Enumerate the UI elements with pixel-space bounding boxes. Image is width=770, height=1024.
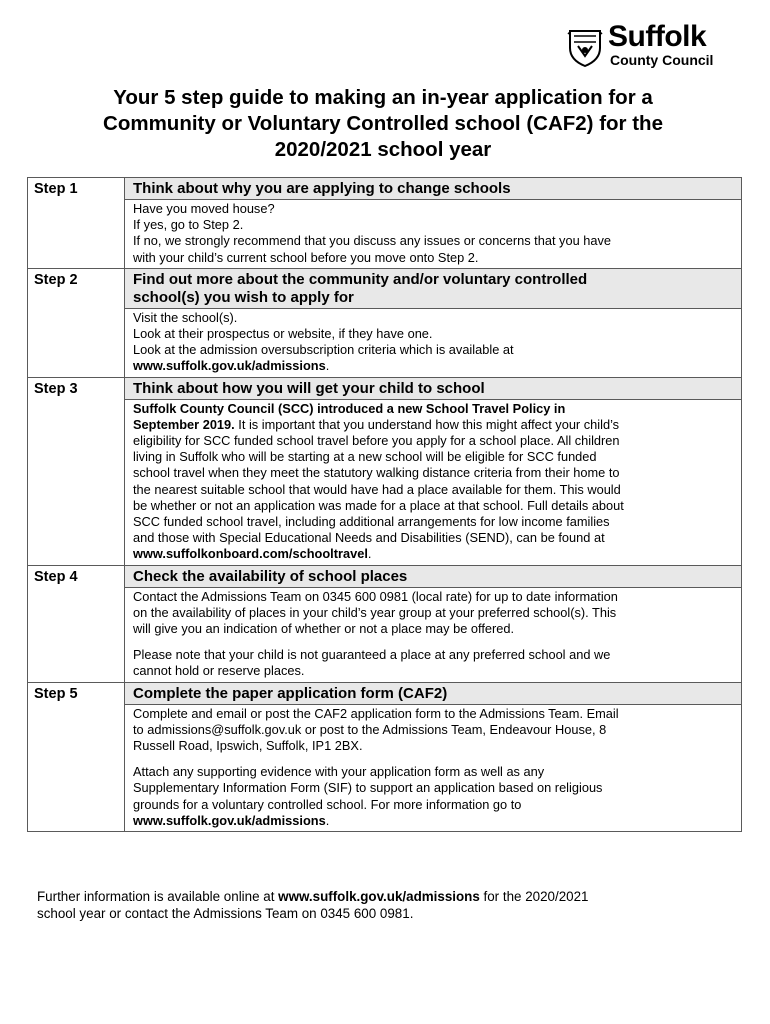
step-2-header-row [28,268,742,308]
step-1-label: Step 1 [28,178,125,269]
footer-prefix: Further information is available online at [37,889,279,904]
body-line: will give you an indication of whether or not a place may be offered. [133,621,515,637]
body-line: It is important that you understand how this might affect your child’s [234,416,620,432]
paragraph [133,706,733,755]
heading-line: school(s) you wish to apply for [133,288,354,306]
footer-admissions-link[interactable]: www.suffolk.gov.uk/admissions [278,889,480,904]
step-3-label: Step 3 [28,377,125,565]
body-line: Have you moved house? [133,201,275,216]
body-line: school travel when they meet the statutory walking distance criteria from their home to [133,465,620,481]
link-suffix: . [325,812,330,828]
bold-line: September 2019. [133,416,235,432]
body-line: grounds for a voluntary controlled school. For more information go to [133,796,522,812]
step-3-heading: Think about how you will get your child to school [125,377,742,399]
admissions-link[interactable]: www.suffolk.gov.uk/admissions [133,812,326,828]
body-line: Please note that your child is not guaranteed a place at any preferred school and we [133,647,611,663]
step-5-body-row [28,704,742,831]
step-3-body [125,399,742,565]
body-line: eligibility for SCC funded school travel before you apply for a school place. All children [133,433,620,449]
suffolk-county-council-logo [563,22,733,74]
body-line: and those with Special Educational Needs and Disabilities (SEND), can be found at [133,530,605,546]
title-line: Your 5 step guide to making an in-year application for a [113,86,653,109]
step-5-label: Step 5 [28,682,125,831]
step-5-heading: Complete the paper application form (CAF2) [125,682,742,704]
link-suffix: . [367,546,372,562]
step-2-heading [125,268,742,308]
paragraph [133,589,733,638]
logo-name: Suffolk [608,20,707,53]
title-line: 2020/2021 school year [274,138,492,161]
step-1-body-row [28,200,742,269]
step-4-body-row [28,587,742,682]
footer-note [37,888,737,922]
body-line: to admissions@suffolk.gov.uk or post to the Admissions Team, Endeavour House, 8 [133,721,607,737]
body-line: If no, we strongly recommend that you discuss any issues or concerns that you have [133,233,611,249]
step-1-header-row [28,178,742,200]
bold-line: Suffolk County Council (SCC) introduced a new School Travel Policy in [133,400,566,416]
body-line: on the availability of places in your child’s year group at your preferred school(s). This [133,604,617,620]
step-1-body [125,200,742,269]
schooltravel-link[interactable]: www.suffolkonboard.com/schooltravel [133,546,368,562]
body-line: cannot hold or reserve places. [133,663,305,679]
county-crest-icon [567,28,603,68]
footer-suffix: for the 2020/2021 [479,889,589,904]
body-line: Contact the Admissions Team on 0345 600 0981 (local rate) for up to date information [133,588,618,604]
paragraph [133,764,733,829]
step-2-body [125,308,742,377]
body-line: with your child’s current school before you move onto Step 2. [133,249,479,265]
footer-line: school year or contact the Admissions Team on 0345 600 0981. [37,906,414,921]
body-line: Visit the school(s). [133,309,238,325]
body-line: be whether or not an application was made for a place at that school. Full details about [133,497,624,513]
body-line: living in Suffolk who will be starting at a new school will be eligible for SCC funded [133,449,597,465]
body-line: SCC funded school travel, including additional arrangements for low income families [133,514,610,530]
body-line: the nearest suitable school that would have had a place available for them. This would [133,481,621,497]
body-line: If yes, go to Step 2. [133,217,244,233]
body-line: Supplementary Information Form (SIF) to support an application based on religious [133,780,603,796]
body-line: Look at the admission oversubscription criteria which is available at [133,342,514,358]
title-line: Community or Voluntary Controlled school (CAF2) for the [103,112,663,135]
step-4-header-row [28,565,742,587]
body-line: Russell Road, Ipswich, Suffolk, IP1 2BX. [133,738,363,754]
step-4-body [125,587,742,682]
steps-table [27,177,742,832]
page-title [28,85,738,163]
step-2-body-row [28,308,742,377]
step-4-heading: Check the availability of school places [125,565,742,587]
body-line: Attach any supporting evidence with your application form as well as any [133,764,545,780]
step-1-heading: Think about why you are applying to change schools [125,178,742,200]
step-2-label: Step 2 [28,268,125,377]
body-line: Complete and email or post the CAF2 application form to the Admissions Team. Email [133,705,619,721]
link-suffix: . [325,358,330,374]
body-line: Look at their prospectus or website, if they have one. [133,326,433,342]
heading-line: Find out more about the community and/or voluntary controlled [133,270,588,288]
paragraph [133,647,733,679]
step-4-label: Step 4 [28,565,125,682]
step-5-body [125,704,742,831]
step-3-body-row [28,399,742,565]
step-3-header-row [28,377,742,399]
admissions-link[interactable]: www.suffolk.gov.uk/admissions [133,358,326,374]
step-5-header-row [28,682,742,704]
logo-subtitle: County Council [610,52,714,68]
